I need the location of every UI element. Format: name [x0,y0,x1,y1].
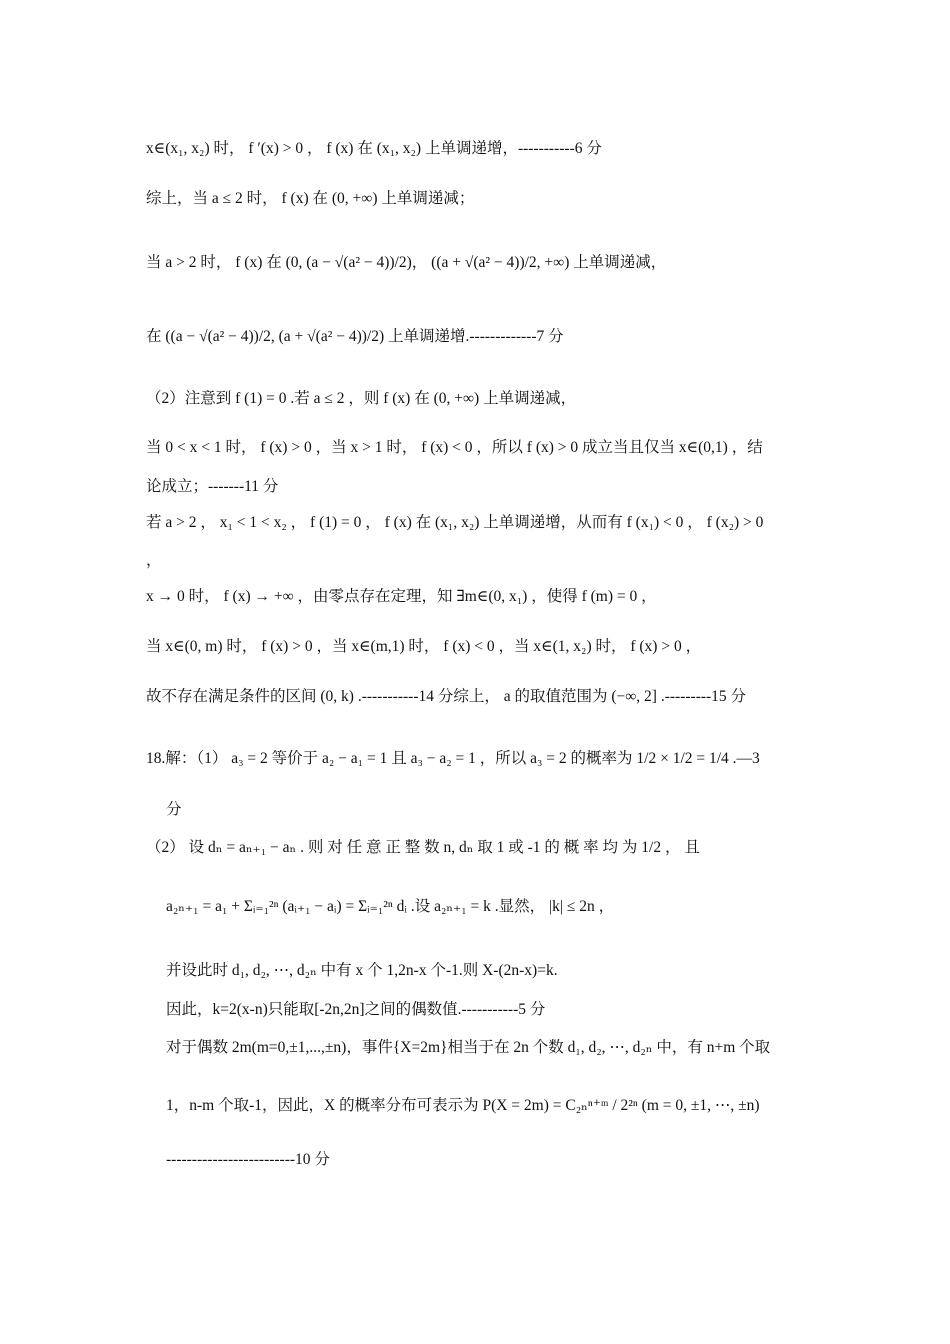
text-line: 分 [166,801,182,818]
text-line: （2）注意到 f (1) = 0 .若 a ≤ 2 ，则 f (x) 在 (0, +∞) 上单调递减， [146,390,577,407]
text-line: 在 ((a − √(a² − 4))/2, (a + √(a² − 4))/2) 上单调递增.-------------7 分 [146,328,564,345]
text-line: 综上，当 a ≤ 2 时， f (x) 在 (0, +∞) 上单调递减； [146,190,475,207]
text-line: -------------------------10 分 [166,1151,330,1168]
text-line: 对于偶数 2m(m=0,±1,...,±n)，事件{X=2m}相当于在 2n 个数 d₁, d₂, ⋯, d₂ₙ 中，有 n+m 个取 [166,1039,771,1056]
text-line: 当 x∈(0, m) 时， f (x) > 0 ，当 x∈(m,1) 时， f (x) < 0 ，当 x∈(1, x₂) 时， f (x) > 0 ， [146,638,702,655]
text-line: 因此，k=2(x-n)只能取[-2n,2n]之间的偶数值.-----------5 分 [166,1001,546,1018]
text-line: a₂ₙ₊₁ = a₁ + Σᵢ₌₁²ⁿ (aᵢ₊₁ − aᵢ) = Σᵢ₌₁²ⁿ dᵢ .设 a₂ₙ₊₁ = k .显然， |k| ≤ 2n ， [166,898,615,915]
text-line: x → 0 时， f (x) → +∞ ，由零点存在定理，知 ∃m∈(0, x₁) ，使得 f (m) = 0 ， [146,588,657,605]
text-line: 当 a > 2 时， f (x) 在 (0, (a − √(a² − 4))/2)， ((a + √(a² − 4))/2, +∞) 上单调递减， [146,254,667,271]
text-line: （2） 设 dₙ = aₙ₊₁ − aₙ . 则 对 任 意 正 整 数 n, dₙ 取 1 或 -1 的 概 率 均 为 1/2 ， 且 [146,839,700,856]
text-line: 故不存在满足条件的区间 (0, k) .-----------14 分综上， a 的取值范围为 (−∞, 2] .---------15 分 [146,688,747,705]
text-line: 18.解：（1） a₃ = 2 等价于 a₂ − a₁ = 1 且 a₃ − a₂ = 1 ，所以 a₃ = 2 的概率为 1/2 × 1/2 = 1/4 .—3 [146,750,760,767]
text-line: 当 0 < x < 1 时， f (x) > 0 ，当 x > 1 时， f (x) < 0 ，所以 f (x) > 0 成立当且仅当 x∈(0,1) ，结 [146,439,763,456]
text-line: 1，n-m 个取-1，因此，X 的概率分布可表示为 P(X = 2m) = C₂ₙⁿ⁺ᵐ / 2²ⁿ (m = 0, ±1, ⋯, ±n) [166,1097,760,1114]
text-line: x∈(x₁, x₂) 时， f ′(x) > 0 ， f (x) 在 (x₁, x₂) 上单调递增，-----------6 分 [146,140,602,157]
text-line: 并设此时 d₁, d₂, ⋯, d₂ₙ 中有 x 个 1,2n-x 个-1.则 X-(2n-x)=k. [166,962,558,979]
text-line: 若 a > 2 ， x₁ < 1 < x₂ ， f (1) = 0 ， f (x) 在 (x₁, x₂) 上单调递增，从而有 f (x₁) < 0 ， f (x₂) > 0 [146,514,764,531]
text-line: ， [146,552,162,569]
text-line: 论成立；-------11 分 [146,478,279,495]
